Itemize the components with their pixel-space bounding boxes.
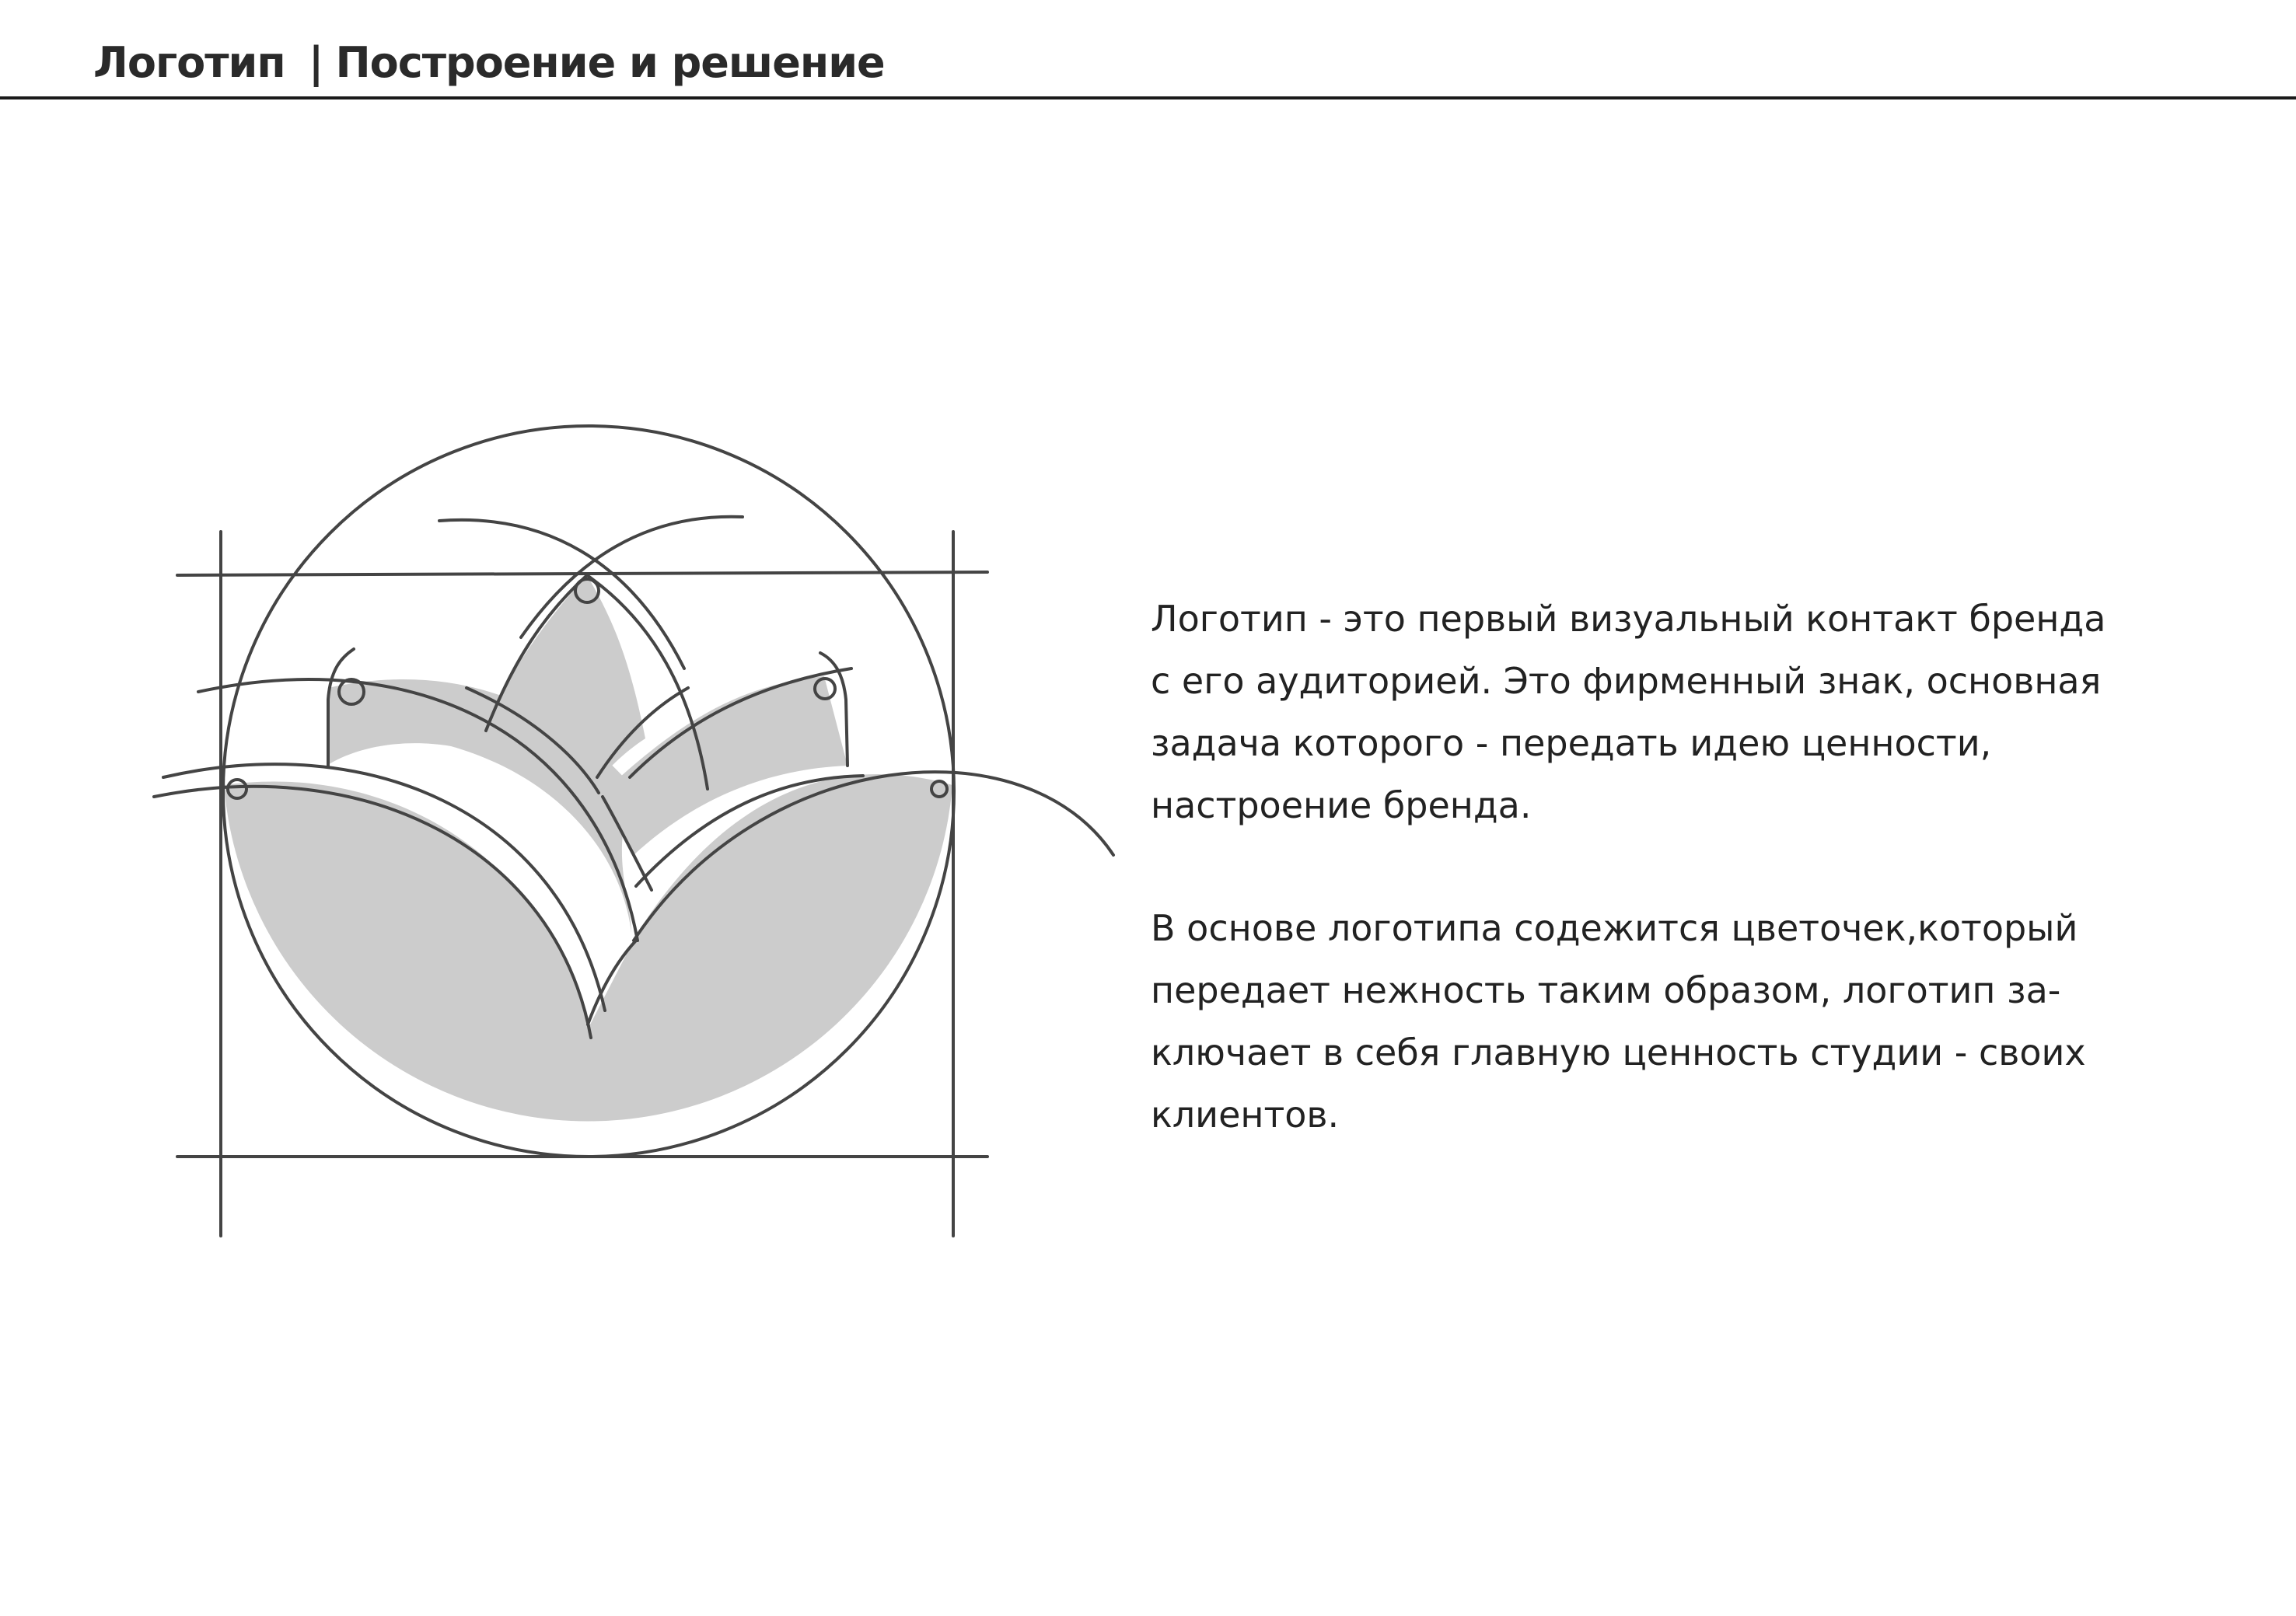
header-section: Логотип bbox=[93, 37, 285, 87]
header-separator: | bbox=[308, 37, 323, 87]
header-title: Построение и решение bbox=[335, 37, 885, 87]
description-paragraph-2: В основе логотипа содежится цветочек,который передает нежность таким образом, логотип за- ключает в себя главную ценность студии - своих клиентов. bbox=[1151, 907, 2086, 1136]
description-text bbox=[1151, 588, 2208, 1206]
guide-line-horizontal-top bbox=[177, 572, 987, 575]
description-paragraph-1: Логотип - это первый визуальный контакт бренда с его аудиторией. Это фирменный знак, основная задача которого - передать идею ценности, настроение бренда. bbox=[1151, 598, 2106, 826]
